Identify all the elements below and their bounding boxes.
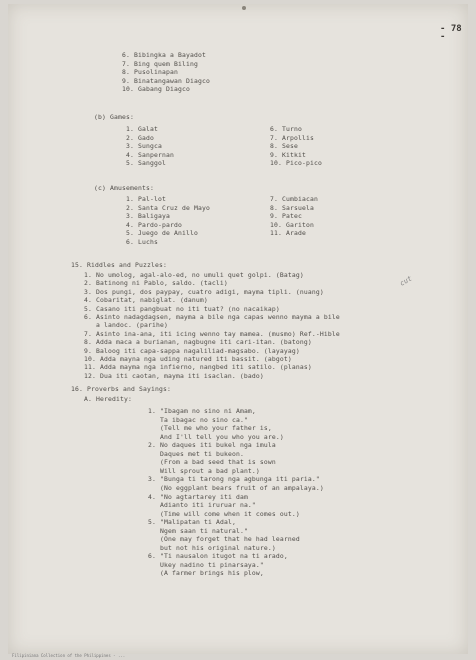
list-item: 8. Adda maca a burianan, nagbugne iti cari-itan. (batong) bbox=[84, 338, 312, 347]
list-item: 1. Pal-lot bbox=[126, 195, 166, 203]
list-item: 7. Asinto ina-ana, iti icing wenno tay mamea. (musmo) Ref.-Hible bbox=[84, 329, 340, 338]
list-item: 4. Pardo-pardo bbox=[126, 220, 182, 229]
list-item: 2. Santa Cruz de Mayo bbox=[126, 203, 210, 212]
list-item: 10. Gariton bbox=[270, 220, 314, 229]
list-item: 11. Adda mayma nga infierno, nangbed iti satilo. (planas) bbox=[84, 363, 312, 372]
list-item: 12. Dua iti caotan, mayma iti isaclan. (bado) bbox=[84, 371, 264, 380]
list-item: 2. Gado bbox=[126, 133, 154, 142]
list-item: 10. Adda mayna nga uding natured iti bassit. (abgot) bbox=[84, 355, 292, 363]
list-item: 3. Sungca bbox=[126, 142, 162, 151]
section-heading: 16. Proverbs and Sayings: bbox=[71, 385, 171, 393]
list-item: 8. Pusolinapan bbox=[122, 68, 178, 77]
list-item: 9. Kitkit bbox=[270, 150, 306, 159]
list-item: 5. Casano iti pangbuat no iti tuat? (no nacaikap) bbox=[84, 304, 280, 313]
list-item: 4. "No agtartarey iti dam bbox=[148, 492, 248, 501]
list-item: 1. No umolog, agal-alo-ed, no umuli quet golpi. (Batag) bbox=[84, 271, 304, 279]
list-item: 9. Baloog iti capa-sappa nagaliliad-magsabo. (layayag) bbox=[84, 346, 300, 355]
punch-hole bbox=[242, 6, 246, 10]
list-item: (Tell me who your father is, bbox=[148, 424, 272, 433]
list-item: 9. Patec bbox=[270, 212, 302, 221]
list-item: a landoc. (parihe) bbox=[84, 321, 168, 330]
list-item: 5. Juego de Anillo bbox=[126, 229, 198, 238]
list-item: (From a bad seed that is sown bbox=[148, 458, 276, 467]
list-item: 3. Dos pungi, dos paypay, cuatro adigi, mayma tipli. (nuang) bbox=[84, 287, 324, 296]
list-item: 9. Binatangawan Diagco bbox=[122, 76, 210, 85]
list-item: 10. Pico-pico bbox=[270, 159, 322, 168]
list-item: Daques met ti bukeon. bbox=[148, 449, 244, 458]
list-item: Will sprout a bad plant.) bbox=[148, 466, 260, 475]
list-item: 6. Bibingka a Bayadot bbox=[122, 51, 206, 59]
document-page bbox=[8, 4, 468, 658]
list-item: Adianto iti iruruar na." bbox=[148, 501, 256, 510]
subsection-heading: A. Heredity: bbox=[84, 395, 132, 403]
list-item: (Time will come when it comes out.) bbox=[148, 509, 300, 518]
list-item: 1. "Ibagam no sino ni Amam, bbox=[148, 407, 256, 415]
list-item: (A farmer brings his plow, bbox=[148, 569, 264, 578]
list-item: 2. Batinong ni Pablo, saldo. (tacli) bbox=[84, 279, 228, 288]
list-item: 6. Luchs bbox=[126, 238, 158, 246]
list-item: 10. Gabang Diagco bbox=[122, 85, 190, 94]
list-item: 7. Arpollis bbox=[270, 133, 314, 142]
list-item: 4. Cobaritat, nabiglat. (danum) bbox=[84, 296, 208, 305]
list-item: but not his original nature.) bbox=[148, 543, 276, 552]
list-item: 5. "Malipatan ti Adal, bbox=[148, 518, 236, 527]
list-item: 7. Cumbiacan bbox=[270, 195, 318, 203]
section-heading: (c) Amusements: bbox=[94, 184, 154, 192]
list-item: 11. Arade bbox=[270, 229, 306, 238]
list-item: 7. Bing quem Biling bbox=[122, 59, 198, 68]
list-item: 2. No daques iti bukel nga imula bbox=[148, 441, 276, 450]
list-item: 6. Asinto nadagdagsen, mayma a bile nga capas wenno mayma a bile bbox=[84, 313, 340, 321]
list-item: And I'll tell you who you are.) bbox=[148, 432, 284, 441]
page-number: - 78 - bbox=[440, 24, 462, 42]
list-item: 3. Baligaya bbox=[126, 212, 170, 221]
section-heading: 15. Riddles and Puzzles: bbox=[71, 261, 167, 269]
footer-text: Filipiniana Collection of the Philippines - ... bbox=[12, 653, 126, 658]
list-item: (No eggplant bears fruit of an ampalaya.) bbox=[148, 483, 324, 492]
list-item: 8. Sarsuela bbox=[270, 203, 314, 212]
list-item: 3. "Bunga ti tarong nga agbunga iti paria." bbox=[148, 475, 320, 484]
list-item: 1. Galat bbox=[126, 125, 158, 133]
list-item: Ta ibagac no sino ca." bbox=[148, 415, 248, 424]
list-item: 4. Sanpernan bbox=[126, 150, 174, 159]
list-item: 6. "Ti nausalon itugot na ti arado, bbox=[148, 552, 288, 561]
list-item: Ngem saan ti natural." bbox=[148, 526, 248, 535]
list-item: 5. Sanggol bbox=[126, 159, 166, 168]
list-item: Ukey nadino ti pinarsaya." bbox=[148, 560, 264, 569]
section-heading: (b) Games: bbox=[94, 113, 134, 121]
margin-handwritten-note: cut bbox=[398, 274, 414, 288]
list-item: (One may forget that he had learned bbox=[148, 535, 300, 544]
list-item: 6. Turno bbox=[270, 125, 302, 133]
list-item: 8. Sese bbox=[270, 142, 298, 151]
